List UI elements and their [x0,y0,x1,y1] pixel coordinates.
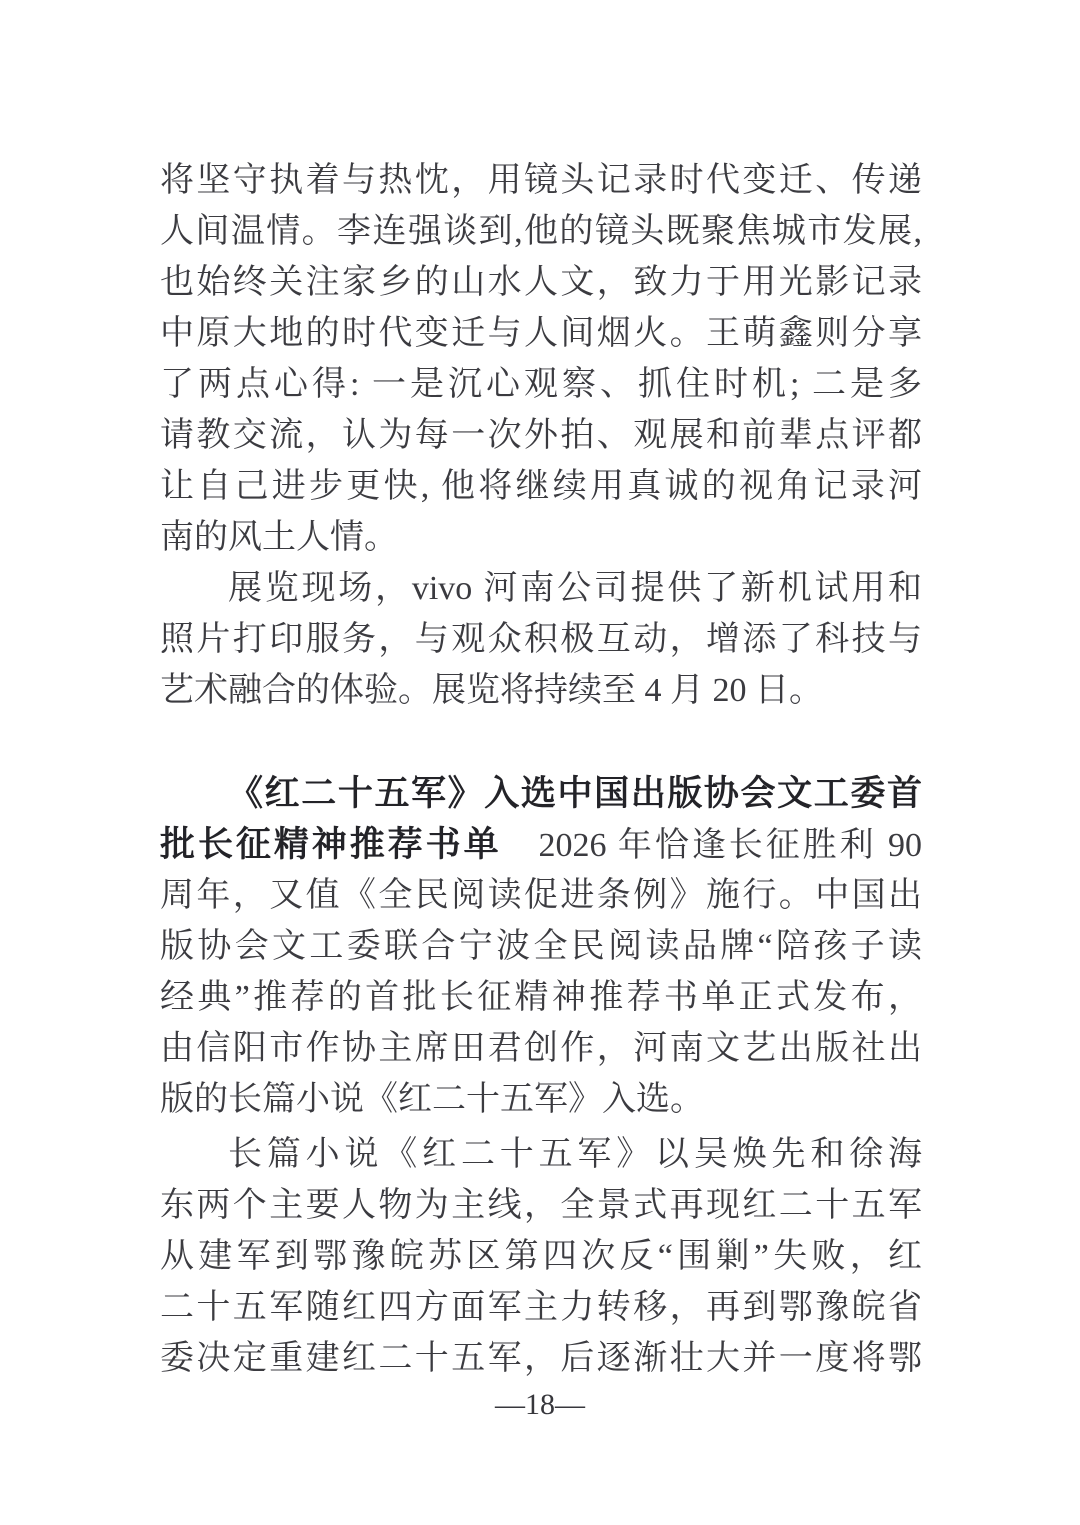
text-line: 人间温情。李连强谈到,他的镜头既聚焦城市发展, [160,213,922,250]
text-line: 长篇小说《红二十五军》以吴焕先和徐海 [228,1136,922,1173]
text-line: 从建军到鄂豫皖苏区第四次反“围剿”失败，红 [160,1238,922,1275]
text-line: 委决定重建红二十五军，后逐渐壮大并一度将鄂 [160,1340,922,1377]
paragraph-red-25th-army-selection [160,768,922,1125]
text-line [160,768,922,819]
text-line: 让自己进步更快, 他将继续用真诚的视角记录河 [160,468,922,505]
text-line: 版的长篇小说《红二十五军》入选。 [160,1081,704,1118]
text-line: 周年，又值《全民阅读促进条例》施行。中国出 [160,877,922,914]
text-line: 中原大地的时代变迁与人间烟火。王萌鑫则分享 [160,315,922,352]
paragraph-vivo-exhibition [160,563,922,716]
paragraph-photography-exhibit-continued [160,155,922,563]
text-line: 也始终关注家乡的山水人文，致力于用光影记录 [160,264,922,301]
text-line: 经典”推荐的首批长征精神推荐书单正式发布， [160,979,922,1016]
paragraph-novel-synopsis [160,1129,922,1384]
text-line [160,819,922,870]
text-column [160,155,922,1384]
text-line: 东两个主要人物为主线，全景式再现红二十五军 [160,1187,922,1224]
text-line: 请教交流，认为每一次外拍、观展和前辈点评都 [160,417,922,454]
text-line: 南的风土人情。 [160,519,398,556]
headline-text: 批长征精神推荐书单 [160,825,502,864]
text-line: 艺术融合的体验。展览将持续至 4 月 20 日。 [160,672,823,709]
page-number: —18— [495,1388,585,1421]
text-line: 展览现场，vivo 河南公司提供了新机试用和 [228,570,922,607]
text-line: 了两点心得: 一是沉心观察、抓住时机; 二是多 [160,366,922,403]
headline-text: 《红二十五军》入选中国出版协会文工委首 [228,774,922,813]
text-line: 二十五军随红四方面军主力转移，再到鄂豫皖省 [160,1289,922,1326]
text-line: 版协会文工委联合宁波全民阅读品牌“陪孩子读 [160,928,922,965]
body-text: 2026 年恰逢长征胜利 90 [501,827,922,864]
text-line: 由信阳市作协主席田君创作，河南文艺出版社出 [160,1030,922,1067]
text-line: 将坚守执着与热忱，用镜头记录时代变迁、传递 [160,162,922,199]
text-line: 照片打印服务，与观众积极互动，增添了科技与 [160,621,922,658]
